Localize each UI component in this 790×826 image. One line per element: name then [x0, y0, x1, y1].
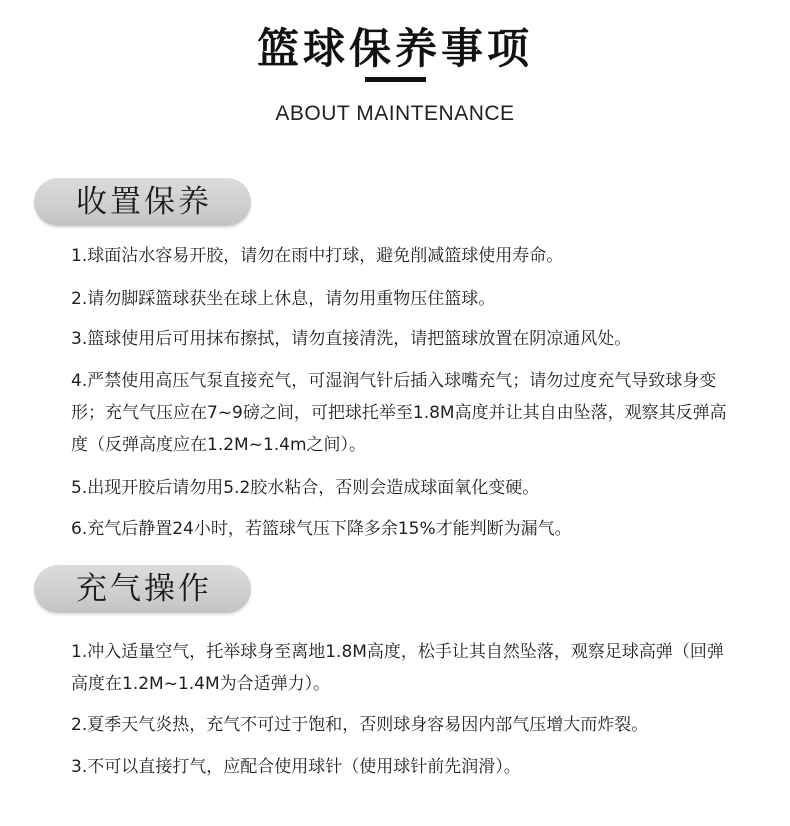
list-item: 3.篮球使用后可用抹布擦拭，请勿直接清洗，请把篮球放置在阴凉通风处。: [71, 329, 632, 349]
section-header-label: 收置保养: [76, 184, 212, 220]
page-subtitle: ABOUT MAINTENANCE: [275, 102, 515, 125]
list-item: 4.严禁使用高压气泵直接充气，可湿润气针后插入球嘴充气；请勿过度充气导致球身变形；充气气压应在7~9磅之间，可把球托举至1.8M高度并让其自由坠落，观察其反弹高度（反弹高度应在1.2M~1.4m之间）。: [71, 371, 727, 455]
list-item: 3.不可以直接打气，应配合使用球针（使用球针前先润滑）。: [71, 757, 521, 777]
list-item: 1.冲入适量空气，托举球身至离地1.8M高度，松手让其自然坠落，观察足球高弹（回弹高度在1.2M~1.4M为合适弹力）。: [71, 642, 724, 694]
section-header-label: 充气操作: [76, 571, 212, 607]
list-item: 6.充气后静置24小时，若篮球气压下降多余15%才能判断为漏气。: [71, 519, 572, 539]
list-item: 2.夏季天气炎热，充气不可过于饱和，否则球身容易因内部气压增大而炸裂。: [71, 715, 649, 735]
list-item: 1.球面沾水容易开胶，请勿在雨中打球，避免削减篮球使用寿命。: [71, 246, 564, 266]
section-header-pill: [34, 565, 251, 613]
title-underline: [365, 77, 426, 82]
list-item: 5.出现开胶后请勿用5.2胶水粘合，否则会造成球面氧化变硬。: [71, 478, 540, 498]
page-title: 篮球保养事项: [256, 24, 533, 73]
list-item: 2.请勿脚踩篮球获坐在球上休息，请勿用重物压住篮球。: [71, 289, 496, 309]
section-header-pill: [34, 178, 251, 226]
